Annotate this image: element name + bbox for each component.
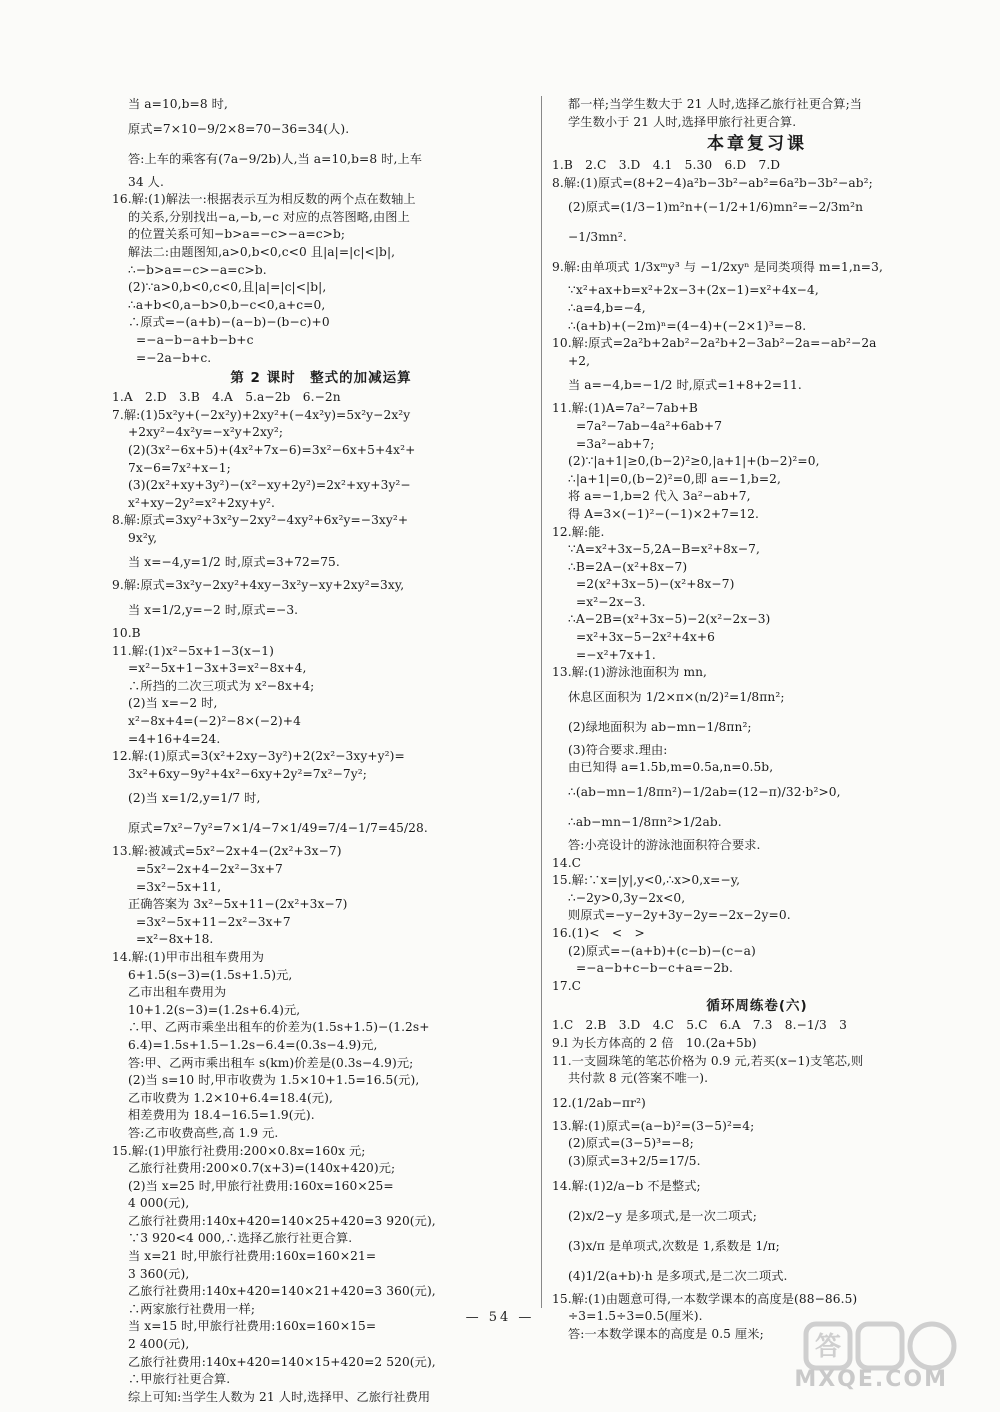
answer-line: ∴所挡的二次三项式为 x²−8x+4;	[128, 678, 315, 693]
answer-line: x²+xy−2y²=x²+2xy+y².	[128, 495, 276, 510]
answer-line: (3)(2x²+xy+3y²)−(x²−xy+2y²)=2x²+xy+3y²−	[128, 478, 411, 493]
answer-line: 学生数小于 21 人时,选择甲旅行社更合算.	[568, 114, 797, 129]
answer-line: ∴甲、乙两市乘坐出租车的价差为(1.5s+1.5)−(1.2s+	[128, 1020, 430, 1035]
answer-line: 乙旅行社费用:200×0.7(x+3)=(140x+420)元;	[128, 1161, 396, 1176]
answer-line: 13.解:(1)游泳池面积为 mn,	[552, 665, 708, 680]
answer-line: 8.解:(1)原式=(8+2−4)a²b−3b²−ab²=6a²b−3b²−ab²;	[552, 175, 873, 190]
answer-line: 相差费用为 18.4−16.5=1.9(元).	[128, 1108, 315, 1123]
answer-line: 都一样;当学生数大于 21 人时,选择乙旅行社更合算;当	[568, 97, 863, 111]
answer-line: =−x²+7x+1.	[576, 647, 656, 662]
answer-line: 的位置关系可知−b>a=−c>−a=c>b;	[128, 227, 346, 242]
answer-line: (3)x/π 是单项式,次数是 1,系数是 1/π;	[568, 1238, 780, 1253]
answer-line: 16.(1)< < >	[552, 926, 645, 940]
answer-line: 15.解:(1)由题意可得,一本数学课本的高度是(88−86.5)	[552, 1291, 858, 1306]
answer-line: (2)(3x²−6x+5)+(4x²+7x−6)=3x²−6x+5+4x²+	[128, 442, 416, 457]
answer-line: (2)原式=(3−5)³=−8;	[568, 1136, 694, 1151]
answer-line: 当 x=−4,y=1/2 时,原式=3+72=75.	[128, 555, 340, 570]
answer-line: =5x²−2x+4−2x²−3x+7	[136, 862, 283, 876]
answer-line: 14.解:(1)2/a−b 不是整式;	[552, 1178, 701, 1193]
answer-line: ÷3=1.5÷3=0.5(厘米).	[568, 1309, 703, 1324]
answer-line: 原式=7×10−9/2×8=70−36=34(人).	[128, 121, 350, 136]
answer-line: =x²+3x−5−2x²+4x+6	[576, 630, 716, 645]
watermark-glyph-1: 答	[814, 1332, 842, 1362]
answer-line: 7x−6=7x²+x−1;	[128, 460, 231, 475]
answer-line: 2 400(元),	[128, 1337, 190, 1352]
answer-line: 4 000(元),	[128, 1196, 190, 1211]
answer-line: =x²−5x+1−3x+3=x²−8x+4,	[128, 661, 307, 676]
answer-line: 答:一本数学课本的高度是 0.5 厘米;	[568, 1326, 764, 1341]
answer-line: =−a−b+c−b−c+a=−2b.	[576, 961, 733, 976]
answer-line: 12.(1/2ab−πr²)	[552, 1095, 646, 1110]
answer-line: 答:乙市收费高些,高 1.9 元.	[128, 1125, 279, 1140]
answer-line: 1.B 2.C 3.D 4.1 5.30 6.D 7.D	[552, 158, 781, 173]
answer-line: 8.解:原式=3xy²+3x²y−2xy²−4xy²+6x²y=−3xy²+	[112, 513, 409, 528]
answer-line: ∴|a+1|=0,(b−2)²=0,即 a=−1,b=2,	[568, 471, 781, 486]
answer-line: 1.A 2.D 3.B 4.A 5.a−2b 6.−2n	[112, 390, 341, 405]
answer-line: (2)当 x=−2 时,	[128, 696, 218, 711]
answer-line: 9x²y,	[128, 530, 158, 545]
answer-line: ∴−b>a=−c>−a=c>b.	[128, 262, 267, 277]
answer-line: 乙旅行社费用:140x+420=140×15+420=2 520(元),	[128, 1354, 436, 1369]
answer-line: 9.解:由单项式 1/3xᵐy³ 与 −1/2xyⁿ 是同类项得 m=1,n=3,	[552, 260, 883, 275]
answer-line: 乙市出租车费用为	[128, 985, 227, 1000]
answer-line: 原式=7x²−7y²=7×1/4−7×1/49=7/4−1/7=45/28.	[128, 821, 428, 836]
answer-line: 当 x=21 时,甲旅行社费用:160x=160×21=	[128, 1249, 377, 1264]
answer-line: 16.解:(1)解法一:根据表示互为相反数的两个点在数轴上	[112, 192, 416, 207]
answer-line: −1/3mn².	[568, 230, 627, 245]
answer-line: +2xy²−4x²y=−x²y+2xy²;	[128, 425, 284, 440]
answer-line: ∴B=2A−(x²+8x−7)	[568, 559, 688, 574]
answer-line: ∴ab−mn−1/8πn²>1/2ab.	[568, 815, 722, 830]
right-column	[552, 96, 962, 1343]
answer-line: ∴两家旅行社费用一样;	[128, 1301, 256, 1316]
answer-line: (2)原式=(1/3−1)m²n+(−1/2+1/6)mn²=−2/3m²n	[568, 200, 864, 215]
answer-line: (2)x/2−y 是多项式,是一次二项式;	[568, 1208, 757, 1223]
answer-line: 34 人.	[128, 174, 164, 189]
answer-line: +2,	[568, 353, 591, 368]
answer-line: =−a−b−a+b−b+c	[136, 332, 254, 347]
answer-line: ∵3 920<4 000,∴选择乙旅行社更合算.	[128, 1231, 353, 1246]
page-number: — 54 —	[465, 1310, 535, 1325]
answer-line: 正确答案为 3x²−5x+11−(2x²+3x−7)	[128, 897, 348, 912]
answer-line: 15.解:∵x=|y|,y<0,∴x>0,x=−y,	[552, 873, 741, 888]
answer-line: 10+1.2(s−3)=(1.2s+6.4)元,	[128, 1002, 301, 1017]
answer-line: (2)绿地面积为 ab−mn−1/8πn²;	[568, 719, 752, 734]
answer-line: 答:上车的乘客有(7a−9/2b)人,当 a=10,b=8 时,上车	[128, 151, 423, 166]
answer-line: =2(x²+3x−5)−(x²+8x−7)	[576, 577, 735, 592]
answer-line: 当 x=1/2,y=−2 时,原式=−3.	[128, 603, 299, 618]
answer-line: 将 a=−1,b=2 代入 3a²−ab+7,	[568, 489, 751, 504]
answer-line: 14.解:(1)甲市出租车费用为	[112, 949, 265, 964]
answer-line: =3x²−5x+11,	[136, 879, 222, 894]
answer-line: ∴−2y>0,3y−2x<0,	[568, 890, 686, 905]
answer-line: 17.C	[552, 978, 582, 993]
answer-line: ∴原式=−(a+b)−(a−b)−(b−c)+0	[128, 315, 330, 330]
answer-line: x²−8x+4=(−2)²−8×(−2)+4	[128, 714, 301, 729]
answer-line: 13.解:被减式=5x²−2x+4−(2x²+3x−7)	[112, 844, 342, 859]
answer-line: 12.解:(1)原式=3(x²+2xy−3y²)+2(2x²−3xy+y²)=	[112, 749, 405, 764]
watermark-text: MXQE.COM	[794, 1367, 948, 1392]
answer-line: 由已知得 a=1.5b,m=0.5a,n=0.5b,	[568, 760, 774, 775]
answer-line: 9.解:原式=3x²y−2xy²+4xy−3x²y−xy+2xy²=3xy,	[112, 578, 405, 593]
answer-line: 共付款 8 元(答案不唯一).	[568, 1071, 709, 1086]
answer-line: (3)符合要求.理由:	[568, 742, 668, 757]
answer-line: 答:甲、乙两市乘出租车 s(km)价差是(0.3s−4.9)元;	[128, 1055, 414, 1070]
answer-line: (2)当 x=1/2,y=1/7 时,	[128, 791, 261, 806]
answer-line: =3x²−5x+11−2x²−3x+7	[136, 914, 291, 929]
answer-line: ∴a=4,b=−4,	[568, 300, 646, 315]
answer-line: =−2a−b+c.	[136, 350, 212, 365]
answer-line: (4)1/2(a+b)·h 是多项式,是二次二项式.	[568, 1268, 788, 1283]
section-heading: 循环周练卷(六)	[706, 998, 808, 1015]
answer-line: 的关系,分别找出−a,−b,−c 对应的点答图略,由图上	[128, 209, 410, 224]
answer-line: 乙市收费为 1.2×10+6.4=18.4(元),	[128, 1090, 333, 1105]
answer-line: 乙旅行社费用:140x+420=140×25+420=3 920(元),	[128, 1213, 436, 1228]
answer-line: 7.解:(1)5x²y+(−2x²y)+2xy²+(−4x²y)=5x²y−2x²y	[112, 407, 411, 422]
answer-line: (2)∵|a+1|≥0,(b−2)²≥0,|a+1|+(b−2)²=0,	[568, 454, 820, 469]
answer-line: 综上可知:当学生人数为 21 人时,选择甲、乙旅行社费用	[128, 1389, 431, 1404]
answer-line: =x²−8x+18.	[136, 932, 214, 947]
answer-line: 14.C	[552, 855, 582, 870]
answer-line: (2)原式=−(a+b)+(c−b)−(c−a)	[568, 943, 756, 958]
answer-line: 10.B	[112, 626, 141, 641]
section-heading: 本章复习课	[707, 134, 807, 155]
answer-line: ∵x²+ax+b=x²+2x−3+(2x−1)=x²+4x−4,	[568, 283, 819, 298]
answer-line: 得 A=3×(−1)²−(−1)×2+7=12.	[568, 506, 760, 521]
answer-line: 10.解:原式=2a²b+2ab²−2a²b+2−3ab²−2a=−ab²−2a	[552, 336, 877, 351]
answer-line: 11.解:(1)A=7a²−7ab+B	[552, 401, 698, 416]
answer-line: 乙旅行社费用:140x+420=140×21+420=3 360(元),	[128, 1284, 436, 1299]
answer-line: 6.4)=1.5s+1.5−1.2s−6.4=(0.3s−4.9)元,	[128, 1037, 378, 1052]
answer-line: 13.解:(1)原式=(a−b)²=(3−5)²=4;	[552, 1118, 755, 1133]
answer-line: ∴(ab−mn−1/8πn²)−1/2ab=(12−π)/32·b²>0,	[568, 785, 841, 800]
answer-line: ∴(a+b)+(−2m)ⁿ=(4−4)+(−2×1)³=−8.	[568, 318, 807, 333]
answer-line: 当 a=10,b=8 时,	[128, 97, 228, 111]
answer-line: 12.解:能.	[552, 524, 605, 539]
answer-line: 6+1.5(s−3)=(1.5s+1.5)元,	[128, 967, 293, 982]
answer-line: ∵A=x²+3x−5,2A−B=x²+8x−7,	[568, 542, 760, 557]
answer-line: =4+16+4=24.	[128, 731, 221, 746]
answer-line: 当 x=15 时,甲旅行社费用:160x=160×15=	[128, 1319, 377, 1334]
column-divider	[541, 96, 542, 1308]
answer-line: 则原式=−y−2y+3y−2y=−2x−2y=0.	[568, 908, 791, 923]
watermark-logo	[794, 1320, 978, 1398]
answer-line: ∴a+b<0,a−b>0,b−c<0,a+c=0,	[128, 297, 326, 312]
answer-line: 3x²+6xy−9y²+4x²−6xy+2y²=7x²−7y²;	[128, 766, 367, 781]
answer-line: ∴A−2B=(x²+3x−5)−2(x²−2x−3)	[568, 612, 771, 627]
answer-line: 1.C 2.B 3.D 4.C 5.C 6.A 7.3 8.−1/3 3	[552, 1018, 847, 1033]
answer-line: 11.一支圆珠笔的笔芯价格为 0.9 元,若买(x−1)支笔芯,则	[552, 1053, 864, 1068]
answer-line: =3a²−ab+7;	[576, 436, 655, 451]
answer-line: 解法二:由题图知,a>0,b<0,c<0 且|a|=|c|<|b|,	[128, 244, 396, 259]
answer-line: 3 360(元),	[128, 1266, 190, 1281]
answer-line: (2)当 s=10 时,甲市收费为 1.5×10+1.5=16.5(元),	[128, 1073, 420, 1088]
answer-line: (2)当 x=25 时,甲旅行社费用:160x=160×25=	[128, 1178, 394, 1193]
answer-line: (2)∵a>0,b<0,c<0,且|a|=|c|<|b|,	[128, 280, 327, 295]
answer-line: 15.解:(1)甲旅行社费用:200×0.8x=160x 元;	[112, 1143, 366, 1158]
answer-line: 当 a=−4,b=−1/2 时,原式=1+8+2=11.	[568, 378, 802, 393]
answer-line: ∴甲旅行社更合算.	[128, 1372, 231, 1387]
answer-line: 答:小亮设计的游泳池面积符合要求.	[568, 838, 761, 853]
answer-line: 9.l 为长方体高的 2 倍 10.(2a+5b)	[552, 1035, 757, 1050]
answer-line: 休息区面积为 1/2×π×(n/2)²=1/8πn²;	[568, 689, 785, 704]
section-heading: 第 2 课时 整式的加减运算	[230, 370, 412, 387]
answer-line: (3)原式=3+2/5=17/5.	[568, 1153, 701, 1168]
left-column	[112, 96, 530, 1406]
answer-line: =x²−2x−3.	[576, 594, 646, 609]
answer-line: 11.解:(1)x²−5x+1−3(x−1)	[112, 643, 275, 658]
answer-line: =7a²−7ab−4a²+6ab+7	[576, 418, 723, 433]
